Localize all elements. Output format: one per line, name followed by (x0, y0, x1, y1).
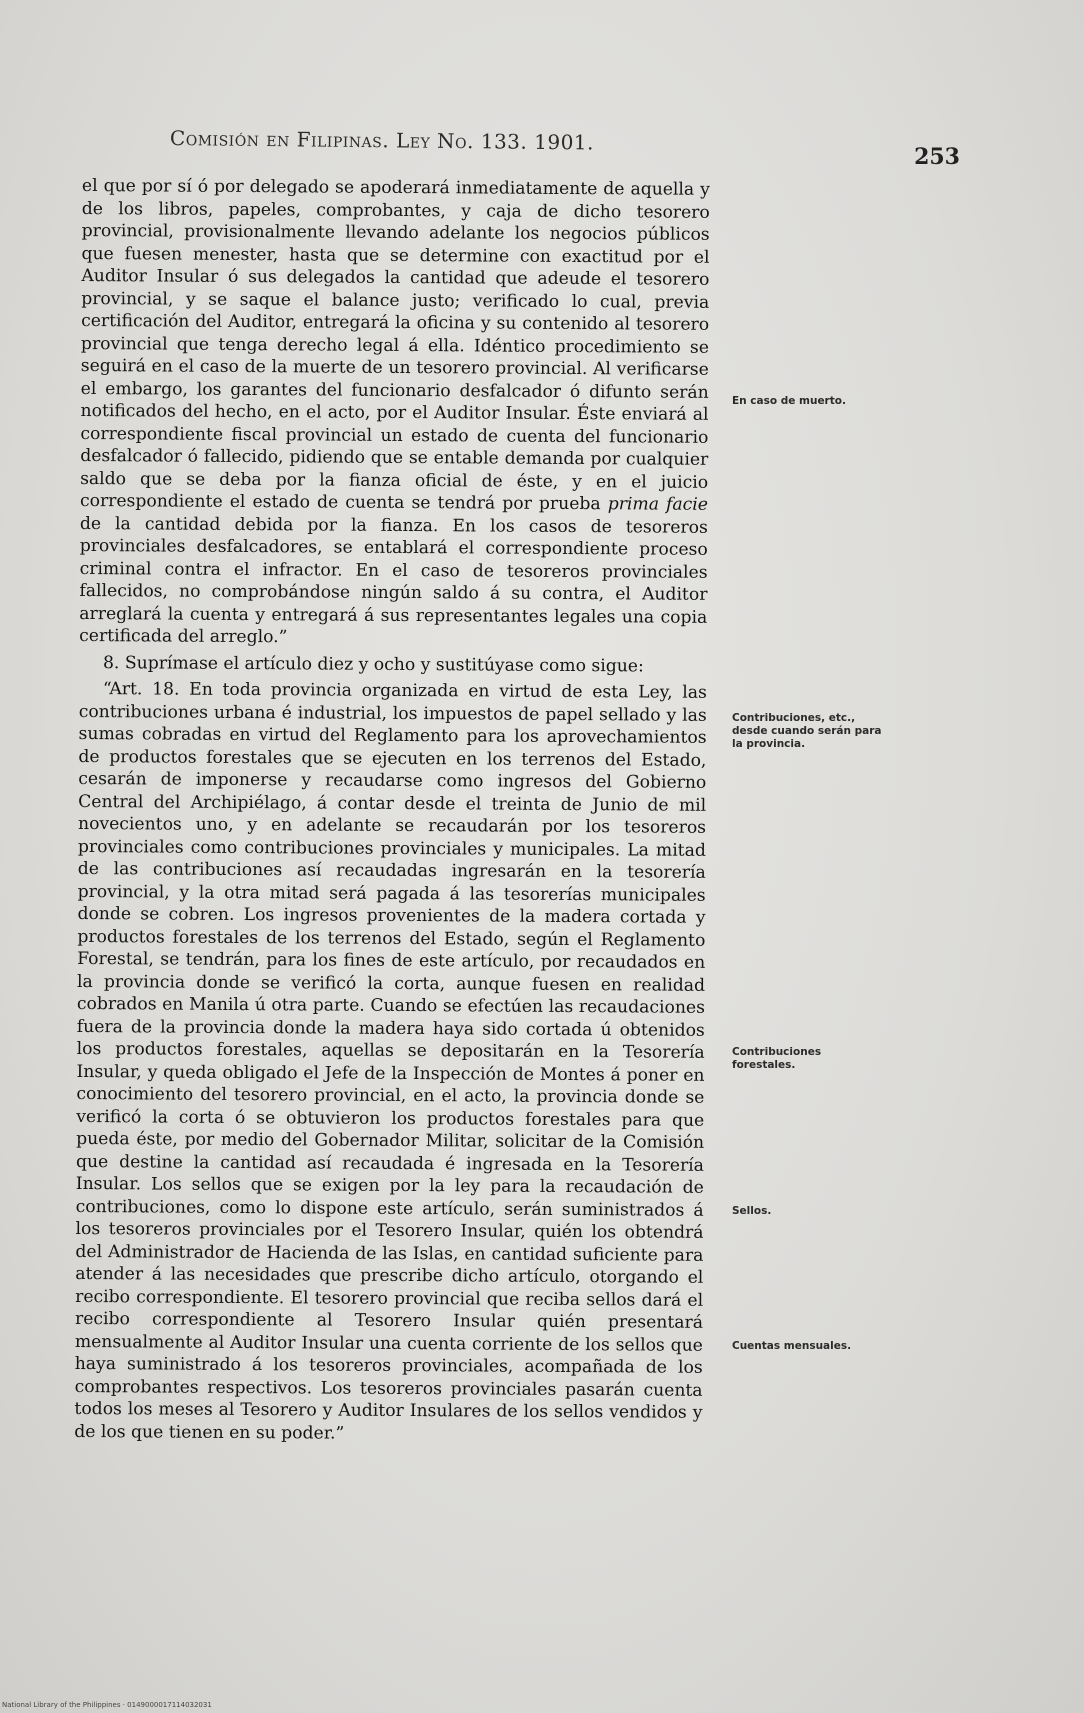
latin-term: prima facie (607, 494, 709, 515)
paragraph-text: de la cantidad debida por la fianza. En los casos de tesoreros provinciales desfalcadores, se entablará el correspondiente proceso criminal contra el infractor. En el caso de tesoreros provinciales fallecidos, no comprobándose ningún saldo á su contra, el Auditor arreglará la cuenta y entregará á sus representantes legales una copia certificada del arreglo.” (79, 513, 708, 648)
paragraph-article-18: “Art. 18. En toda provincia organizada en virtud de esta Ley, las contribuciones urbana é industrial, los impuestos de papel sellado y las sumas cobradas en virtud del Reglamento para los aprovechamientos de productos forestales que se ejecuten en los terrenos del Estado, cesarán de imponerse y recaudarse como ingresos del Gobierno Central del Archipiélago, á contar desde el treinta de Junio de mil novecientos uno, y en adelante se recaudarán por los tesoreros provinciales como contribuciones provinciales y municipales. La mitad de las contribuciones así recaudadas ingresarán en la tesorería provincial, y la otra mitad será pagada á las tesorerías municipales donde se cobren. Los ingresos provenientes de la madera cortada y productos forestales de los terrenos del Estado, según el Reglamento Forestal, se tendrán, para los fines de este artículo, por recaudados en la provincia donde se verificó la corta, aunque fuesen en realidad cobrados en Manila ú otra parte. Cuando se efectúen las recaudaciones fuera de la provincia donde la madera haya sido cortada ú obtenidos los productos forestales, aquellas se depositarán en la Tesorería Insular, y queda obligado el Jefe de la Inspección de Montes á poner en conocimiento del tesorero provincial, en el acto, la provincia donde se verificó la corta ó se obtuvieron los productos forestales para que pueda éste, por medio del Gobernador Militar, solicitar de la Comisión que destine la cantidad así recaudada é ingresada en la Tesorería Insular. Los sellos que se exigen por la ley para la recaudación de contribuciones, como lo dispone este artículo, serán suministrados á los tesoreros provinciales por el Tesorero Insular, quién los obtendrá del Administrador de Hacienda de las Islas, en cantidad suficiente para atender á las necesidades que prescribe dicho artículo, otorgando el recibo correspondiente. El tesorero provincial que reciba sellos dará el recibo correspondiente al Tesorero Insular quién presentará mensualmente al Auditor Insular una cuenta corriente de los sellos que haya suministrado á los tesoreros provinciales, acompañada de los comprobantes respectivos. Los tesoreros provinciales pasarán cuenta todos los meses al Tesorero y Auditor Insulares de los sellos vendidos y de los que tienen en su poder.” (74, 679, 707, 1444)
footer-credit: National Library of the Philippines · 0149000017114032031 (2, 1701, 212, 1709)
margin-note-death: En caso de muerto. (732, 395, 846, 407)
margin-note-contributions: Contribuciones, etc., desde cuando serán para la provincia. (732, 712, 882, 750)
margin-note-stamps: Sellos. (732, 1205, 772, 1217)
margin-note-monthly-accounts: Cuentas mensuales. (732, 1340, 852, 1352)
page-header (169, 122, 970, 170)
page-number: 253 (914, 144, 960, 170)
paragraph-item-8: 8. Suprímase el artículo diez y ocho y sustitúyase como sigue: (102, 652, 644, 676)
body-text (74, 175, 710, 1447)
paragraph-text: el que por sí ó por delegado se apoderará inmediatamente de aquella y de los libros, papeles, comprobantes, y caja de dicho tesorero provincial, provisionalmente llevando adelante los negocios públicos que fuesen menester, hasta que se determine con exactitud por el Auditor Insular ó sus delegados la cantidad que adeude el tesorero provincial, y se saque el balance justo; verificado lo cual, previa certificación del Auditor, entregará la oficina y su contenido al tesorero provincial que tenga derecho legal á ella. Idéntico procedimiento se seguirá en el caso de la muerte de un tesorero provincial. Al verificarse el embargo, los garantes del funcionario desfalcador ó difunto serán notificados del hecho, en el acto, por el Auditor Insular. Éste enviará al correspondiente fiscal provincial un estado de cuenta del funcionario desfalcador ó fallecido, pidiendo que se entable demanda por cualquier saldo que se deba por la fianza oficial de éste, y en el juicio correspondiente el estado de cuenta se tendrá por prueba (79, 175, 710, 515)
margin-note-forest: Contribuciones forestales. (732, 1046, 822, 1071)
running-head: Comisión en Filipinas. Ley No. 133. 1901. (169, 126, 595, 155)
paragraph-continuation (79, 175, 710, 651)
